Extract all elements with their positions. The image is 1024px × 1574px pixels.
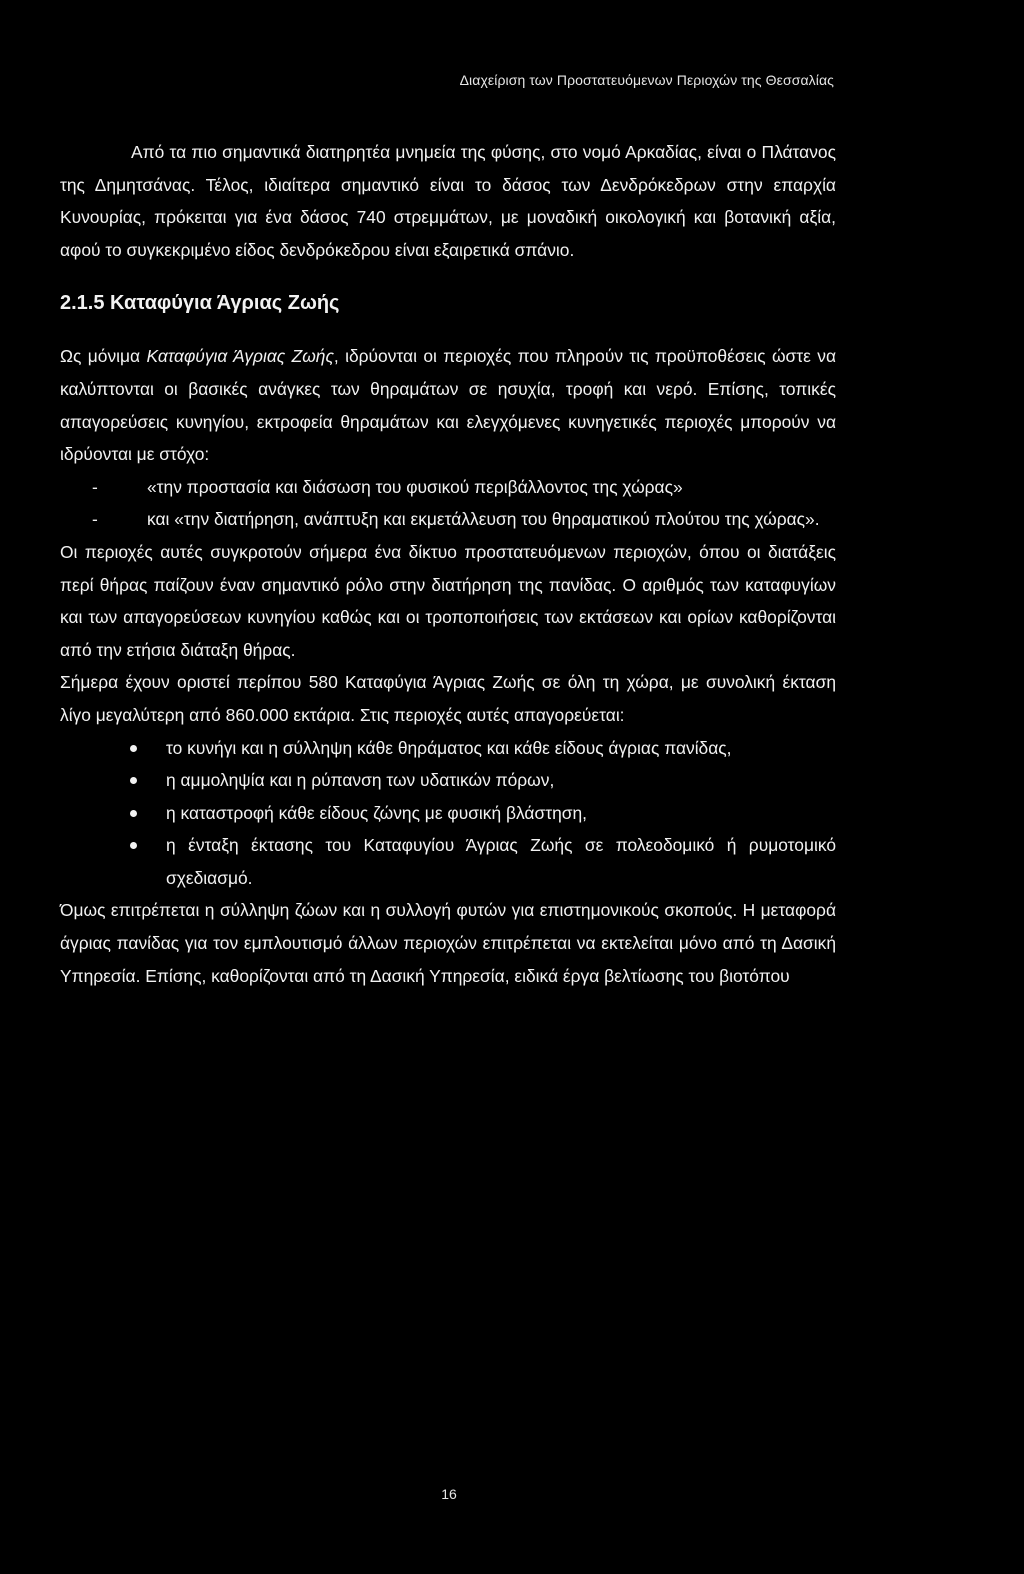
- paragraph-continuation: , ιδρύονται οι περιοχές που πληρούν τις προϋποθέσεις ώστε να καλύπτονται οι βασικές ανάγκες των θηραμάτων σε ησυχία, τροφή και νερό. Επίσης, τοπικές απαγορεύσεις κυνηγίου, εκτροφεία θηραμάτων και ελεγχόμενες κυνηγετικές περιοχές μπορούν να ιδρύονται με στόχο:: [60, 346, 837, 465]
- prohibitions-list: [60, 732, 836, 895]
- bullet-icon: [130, 777, 137, 784]
- intro-paragraph: Από τα πιο σημαντικά διατηρητέα μνημεία της φύσης, στο νομό Αρκαδίας, είναι ο Πλάτανος της Δημητσάνας. Τέλος, ιδιαίτερα σημαντικό είναι το δάσος των Δενδρόκεδρων στην επαρχία Κυνουρίας, πρόκειται για ένα δάσος 740 στρεμμάτων, με μοναδική οικολογική και βοτανική αξία, αφού το συγκεκριμένο είδος δενδρόκεδρου είναι εξαιρετικά σπάνιο.: [60, 142, 836, 260]
- list-item-text: το κυνήγι και η σύλληψη κάθε θηράματος και κάθε είδους άγριας πανίδας,: [166, 737, 732, 758]
- page-body: [60, 136, 836, 992]
- list-item: [130, 764, 836, 797]
- paragraph-lead: Ως μόνιμα: [60, 346, 147, 367]
- page-number: 16: [441, 1486, 457, 1502]
- paragraph-count: Σήμερα έχουν οριστεί περίπου 580 Καταφύγια Άγριας Ζωής σε όλη τη χώρα, με συνολική έκταση λίγο μεγαλύτερη από 860.000 εκτάρια. Στις περιοχές αυτές απαγορεύεται:: [60, 672, 836, 725]
- list-item: [92, 471, 836, 504]
- section-heading: 2.1.5 Καταφύγια Άγριας Ζωής: [60, 292, 340, 315]
- list-item: [130, 797, 836, 830]
- dash-marker: -: [92, 509, 98, 530]
- dash-marker: -: [92, 476, 98, 497]
- paragraph-network: Οι περιοχές αυτές συγκροτούν σήμερα ένα δίκτυο προστατευόμενων περιοχών, όπου οι διατάξεις περί θήρας παίζουν έναν σημαντικό ρόλο στην διατήρηση της πανίδας. Ο αριθμός των καταφυγίων και των απαγορεύσεων κυνηγίου καθώς και οι τροποποιήσεις των εκτάσεων και ορίων καθορίζονται από την ετήσια διάταξη θήρας.: [60, 541, 836, 660]
- list-item-text: η καταστροφή κάθε είδους ζώνης με φυσική βλάστηση,: [166, 802, 587, 823]
- list-item-text: και «την διατήρηση, ανάπτυξη και εκμετάλλευση του θηραματικού πλούτου της χώρας».: [147, 509, 820, 530]
- term-wildlife-refuges: Καταφύγια Άγριας Ζωής: [146, 346, 334, 367]
- paragraph-definition: [60, 340, 836, 470]
- list-item-text: η αμμοληψία και η ρύπανση των υδατικών πόρων,: [166, 770, 555, 791]
- list-item-text: η ένταξη έκτασης του Καταφυγίου Άγριας Ζωής σε πολεοδομικό ή ρυμοτομικό σχεδιασμό.: [166, 835, 836, 888]
- list-item: [130, 829, 836, 894]
- bullet-icon: [130, 745, 137, 752]
- list-item: [92, 503, 836, 536]
- list-item-text: «την προστασία και διάσωση του φυσικού περιβάλλοντος της χώρας»: [147, 476, 683, 497]
- running-header: Διαχείριση των Προστατευόμενων Περιοχών της Θεσσαλίας: [459, 72, 834, 88]
- list-item: [130, 732, 836, 765]
- goal-list: [60, 471, 836, 536]
- bullet-icon: [130, 842, 137, 849]
- paragraph-exceptions: Όμως επιτρέπεται η σύλληψη ζώων και η συλλογή φυτών για επιστημονικούς σκοπούς. Η μεταφορά άγριας πανίδας για τον εμπλουτισμό άλλων περιοχών επιτρέπεται να εκτελείται μόνο από τη Δασική Υπηρεσία. Επίσης, καθορίζονται από τη Δασική Υπηρεσία, ειδικά έργα βελτίωσης του βιοτόπου: [60, 900, 836, 986]
- bullet-icon: [130, 810, 137, 817]
